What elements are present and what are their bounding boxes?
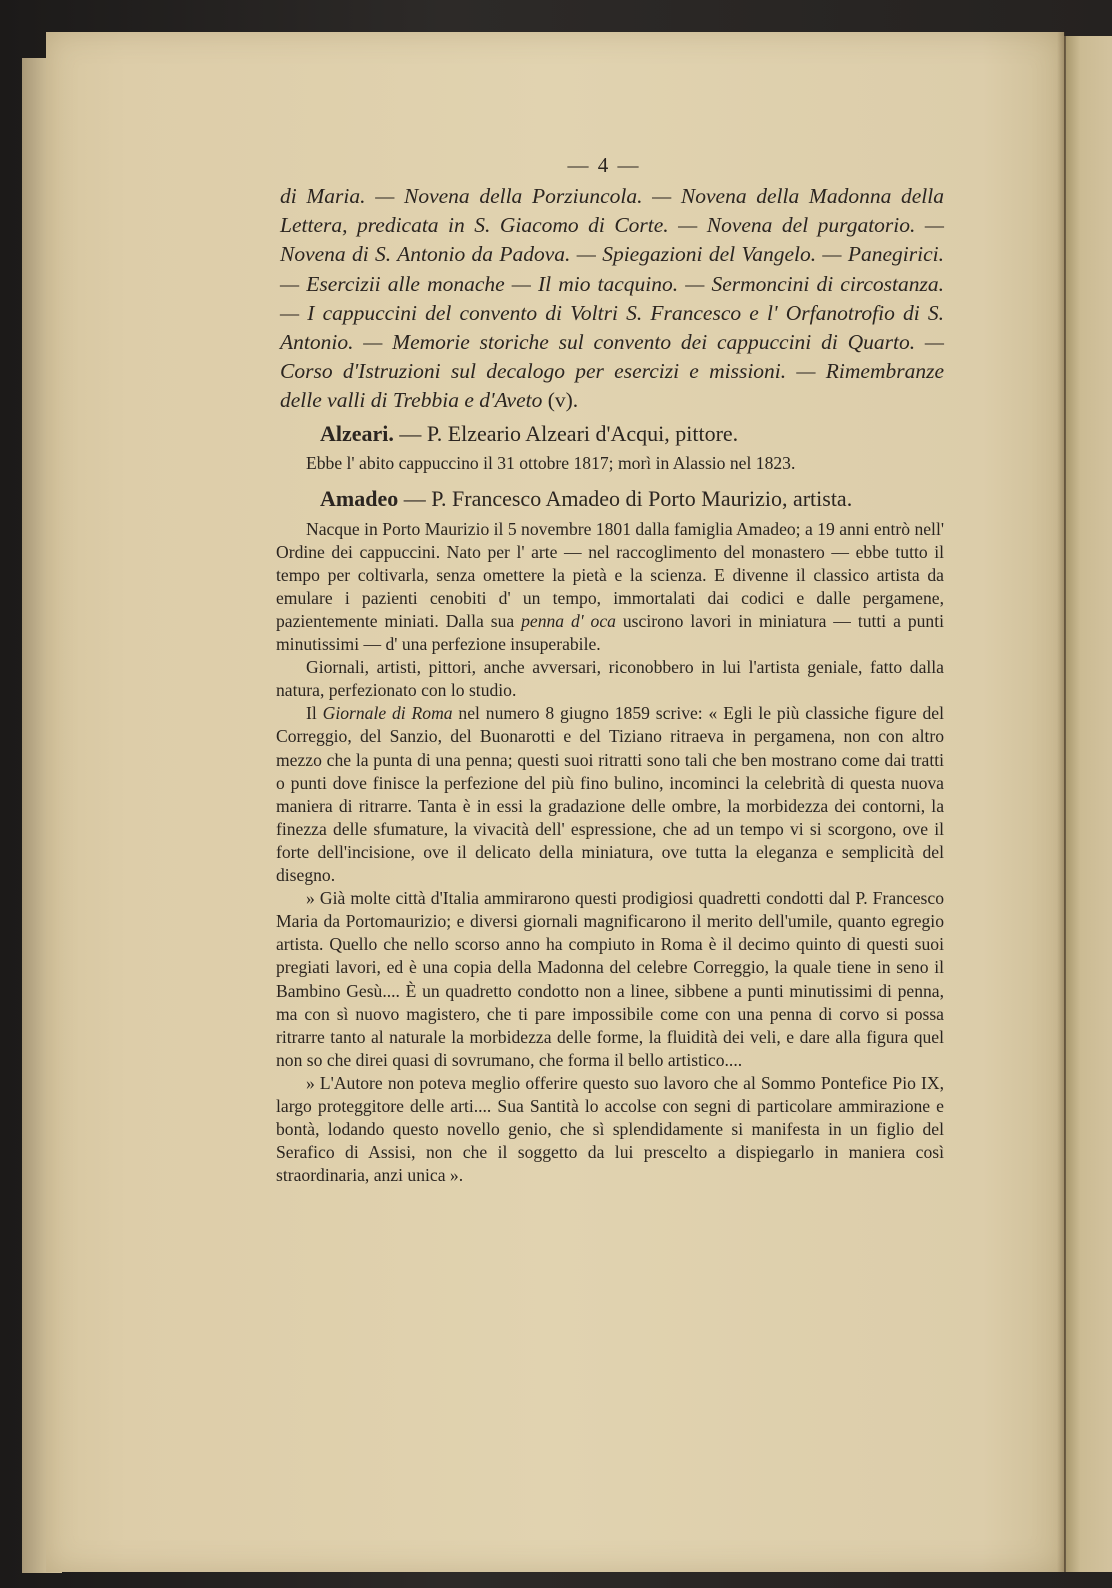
entry-surname: Alzeari. [320,420,394,446]
paragraph [276,518,944,657]
paragraph: » Già molte città d'Italia ammirarono questi prodigiosi quadretti condotti dal P. Francesco Maria da Portomaurizio; e diversi giornali magnificarono il merito dell'umile, quanto egregio artista. Quello che nello scorso anno ha compiuto in Roma è il decimo quinto di questi suoi pregiati lavori, ed è una copia della Madonna del celebre Correggio, la quale tiene in seno il Bambino Gesù.... È un quadretto condotto non a linee, sibbene a punti minutissimi di penna, ma con sì nuovo magistero, che ti pare impossibile come con una penna di corvo si possa ritrarre tanto al naturale la morbidezza delle forme, la fluidità dei veli, e dare alla figura quel non so che direi quasi di sovrumano, che forma il bello artistico.... [276,888,944,1070]
paragraph: Giornali, artisti, pittori, anche avversari, riconobbero in lui l'artista geniale, fatto dalla natura, perfezionato con lo studio. [276,657,944,701]
italic-phrase: penna d' oca [521,611,616,631]
bibliography-text: di Maria. — Novena della Porziuncola. — Novena della Madonna della Lettera, predicata in S. Giacomo di Corte. — Novena del purgatorio. — Novena di S. Antonio da Padova. — Spiegazioni del Vangelo. — Panegirici. — Esercizii alle monache — Il mio tacquino. — Sermoncini di circostanza. — I cappuccini del convento di Voltri S. Francesco e l' Orfanotrofio di S. Antonio. — Memorie storiche sul convento dei cappuccini di Quarto. — Corso d'Istruzioni sul decalogo per esercizi e missioni. — Rimembranze delle valli di Trebbia e d'Aveto [280,184,944,413]
entry-heading-amadeo [280,484,944,514]
bibliography-continuation [280,182,944,416]
paragraph-text: uscirono lavori in miniatura — tutti a punti minutissimi — d' una perfezione insuperabile. [276,611,945,655]
paragraph-text: Il [306,703,323,724]
entry-heading-alzeari [280,419,944,449]
italic-phrase: Giornale di Roma [322,703,453,724]
paragraph [276,702,944,887]
page-number: — 4 — [567,153,641,177]
footnote-mark: (v). [542,388,579,413]
paragraph-text: nel numero 8 giugno 1859 scrive: « Egli le più classiche figure del Correggio, del Sanzio, del Buonarotti e del Tiziano ritraeva in pergamena, non con altro mezzo che la punta di una penna; questi suoi ritratti sono tali che ben mostrano come dai tratti o punti dove finisce la perfezione del più fino bulino, incominci la celebrità di questa nuova maniera di ritrarre. Tanta è in essi la gradazione delle ombre, la morbidezza dei contorni, la finezza delle sfumature, la vivacità dell' espressione, che ad un tempo vi si scorgono, ove il forte dell'incisione, ove il delicato della miniatura, ove tutta la eleganza e semplicità del disegno. [276,703,944,886]
next-page-edge [1064,36,1112,1572]
paragraph-text: Nacque in Porto Maurizio il 5 novembre 1801 dalla famiglia Amadeo; a 19 anni entrò nell' Ordine dei cappuccini. Nato per l' arte — nel raccoglimento del monastero — ebbe tutto il tempo per coltivarla, senza omettere la pietà e la scienza. E divenne il classico artista da emulare i pazienti cenobiti d' un tempo, immortalati dai codici e dalle pergamene, pazientemente miniati. Dalla sua [276,518,944,631]
entry-title: — P. Francesco Amadeo di Porto Maurizio, artista. [398,485,853,511]
entry-body-amadeo [276,518,944,1188]
paragraph: » L'Autore non poteva meglio offerire questo suo lavoro che al Sommo Pontefice Pio IX, largo proteggitore delle arti.... Sua Santità lo accolse con segni di particolare ammirazione e bontà, lodando questo novello genio, che sì splendidamente si manifesta in un figlio del Serafico di Assisi, non che il soggetto da lui prescelto a dispiegarlo in maniera così straordinaria, anzi unica ». [276,1072,944,1186]
entry-title: — P. Elzeario Alzeari d'Acqui, pittore. [393,420,739,446]
page-text [272,150,944,1187]
entry-note-alzeari: Ebbe l' abito cappuccino il 31 ottobre 1817; morì in Alassio nel 1823. [306,452,796,473]
entry-surname: Amadeo [320,485,399,511]
page-fold-shadow [1057,32,1065,1572]
